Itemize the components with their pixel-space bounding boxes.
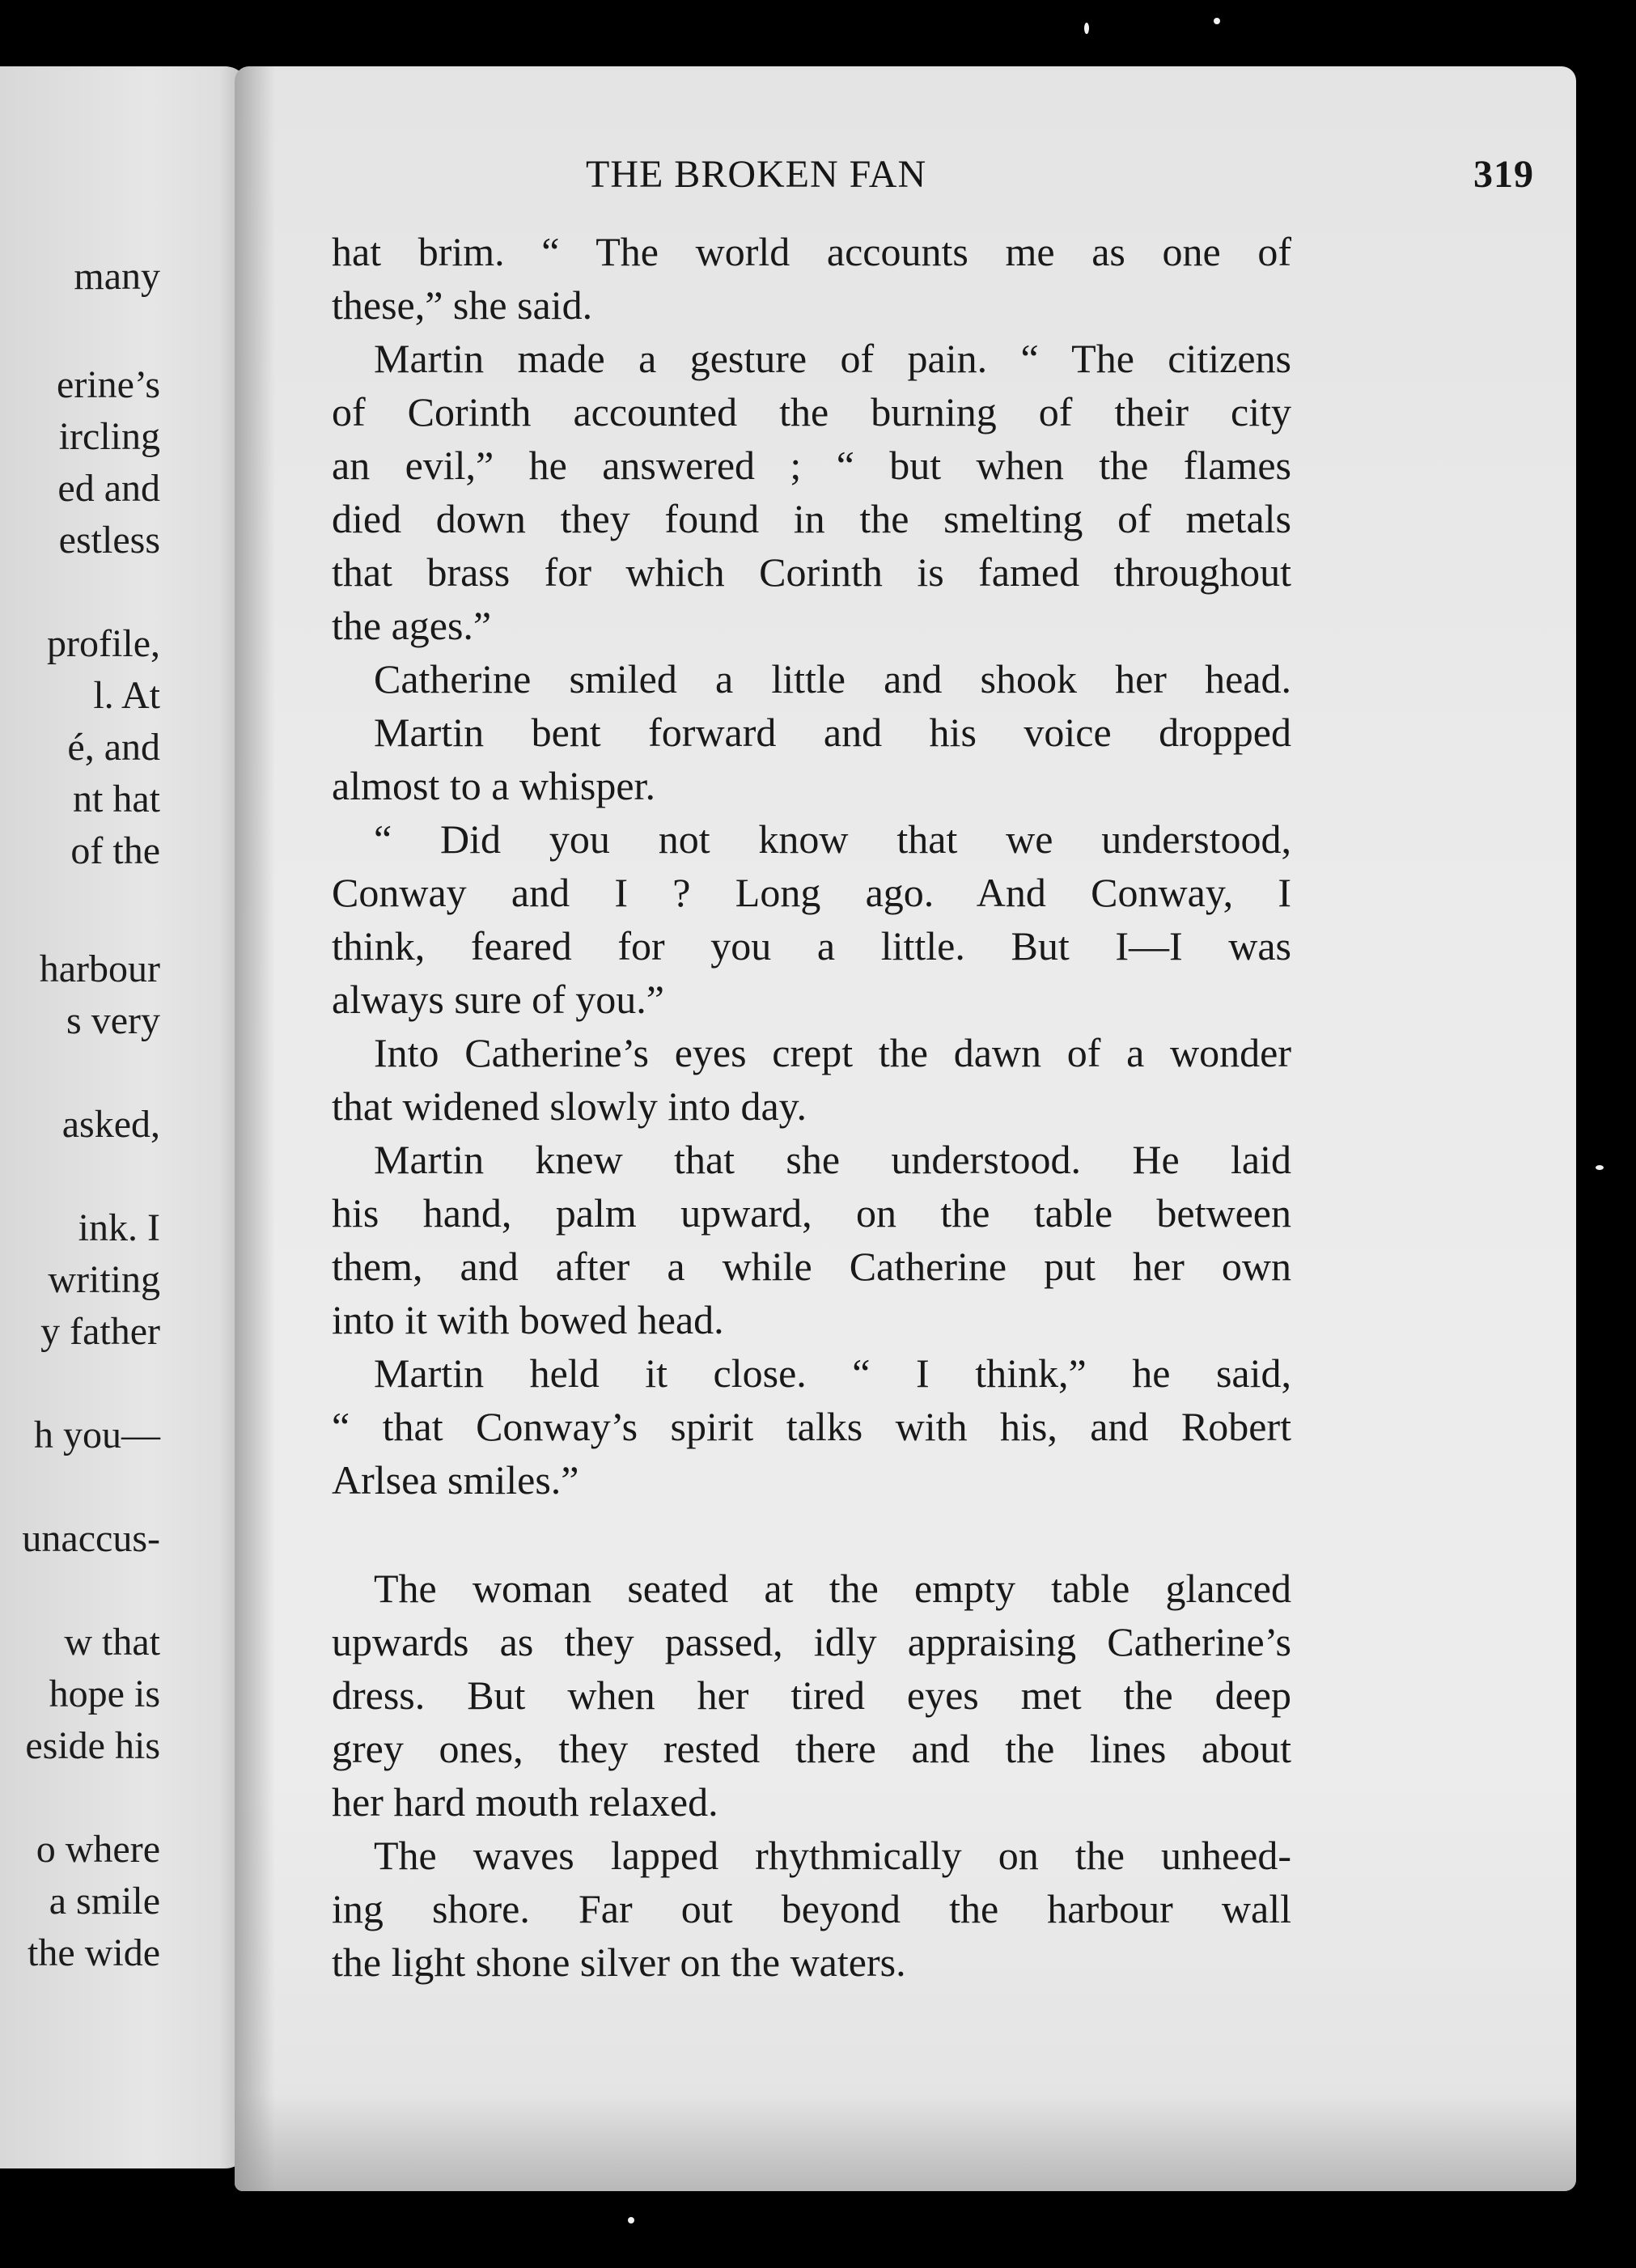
text-line: his hand, palm upward, on the table between [332, 1190, 1291, 1236]
text-line: Martin bent forward and his voice dropped [374, 710, 1291, 755]
left-page-line: é, and [67, 726, 160, 769]
running-title: THE BROKEN FAN [586, 153, 927, 196]
text-line: almost to a whisper. [332, 763, 655, 808]
text-line: upwards as they passed, idly appraising Catherine’s [332, 1619, 1291, 1664]
left-page-line: ink. I [78, 1206, 160, 1249]
left-page-line: asked, [61, 1103, 160, 1146]
text-line: into it with bowed head. [332, 1297, 724, 1342]
text-line: her hard mouth relaxed. [332, 1779, 718, 1825]
left-page-line: estless [58, 519, 160, 562]
text-line: “ that Conway’s spirit talks with his, and Robert [332, 1404, 1291, 1449]
left-page-line: hope is [49, 1672, 160, 1715]
left-page-line: many [74, 255, 160, 298]
dust-speck [1084, 23, 1089, 34]
left-page-line: y father [40, 1310, 160, 1353]
text-line: dress. But when her tired eyes met the deep [332, 1672, 1291, 1718]
left-page-line: unaccus- [22, 1517, 160, 1560]
text-line: that brass for which Corinth is famed throughout [332, 549, 1291, 595]
dust-speck [1596, 1165, 1604, 1170]
text-line: The waves lapped rhythmically on the unheed- [374, 1833, 1291, 1878]
text-line: grey ones, they rested there and the lines about [332, 1726, 1291, 1771]
text-line: “ Did you not know that we understood, [374, 816, 1291, 862]
text-line: Martin made a gesture of pain. “ The citizens [374, 336, 1291, 381]
text-line: hat brim. “ The world accounts me as one of [332, 229, 1291, 274]
text-line: ing shore. Far out beyond the harbour wall [332, 1886, 1291, 1931]
text-line: Conway and I ? Long ago. And Conway, I [332, 870, 1291, 915]
left-page-line: w that [64, 1621, 160, 1664]
left-page-line: writing [48, 1258, 160, 1301]
left-page-line: a smile [49, 1880, 160, 1923]
text-line: that widened slowly into day. [332, 1083, 807, 1129]
page-header [235, 152, 1534, 201]
text-line: Into Catherine’s eyes crept the dawn of a wonder [374, 1030, 1291, 1075]
text-line: Martin knew that she understood. He laid [374, 1137, 1291, 1182]
text-line: an evil,” he answered ; “ but when the flames [332, 443, 1291, 488]
left-page-line: ed and [57, 467, 160, 510]
text-line: these,” she said. [332, 282, 593, 328]
left-page-line: o where [36, 1828, 160, 1871]
left-page-line: harbour [39, 947, 160, 990]
right-page [235, 66, 1576, 2191]
left-page-line: of the [70, 829, 160, 872]
left-page-line: s very [66, 999, 160, 1042]
left-page-line: the wide [28, 1931, 160, 1974]
text-line: think, feared for you a little. But I—I was [332, 923, 1291, 969]
left-page-line: erine’s [57, 363, 160, 406]
text-line: Martin held it close. “ I think,” he said, [374, 1350, 1291, 1396]
left-page-line: nt hat [73, 778, 160, 820]
text-line: died down they found in the smelting of metals [332, 496, 1291, 541]
text-line: Arlsea smiles.” [332, 1457, 579, 1503]
text-line: of Corinth accounted the burning of their city [332, 389, 1291, 435]
text-line: always sure of you.” [332, 977, 664, 1022]
text-line: Catherine smiled a little and shook her head. [374, 656, 1291, 702]
left-page-line: l. At [93, 674, 160, 717]
page-number: 319 [1473, 153, 1534, 196]
dust-speck [1214, 18, 1220, 24]
text-line: them, and after a while Catherine put her own [332, 1244, 1291, 1289]
left-page-line: profile, [47, 622, 160, 665]
left-page [0, 66, 249, 2168]
text-line: the light shone silver on the waters. [332, 1939, 906, 1985]
dust-speck [628, 2217, 634, 2223]
left-page-line: ircling [58, 415, 160, 458]
left-page-line: eside his [25, 1724, 160, 1767]
left-page-line: h you— [34, 1414, 160, 1456]
text-line: The woman seated at the empty table glanced [374, 1566, 1291, 1611]
text-line: the ages.” [332, 603, 492, 648]
